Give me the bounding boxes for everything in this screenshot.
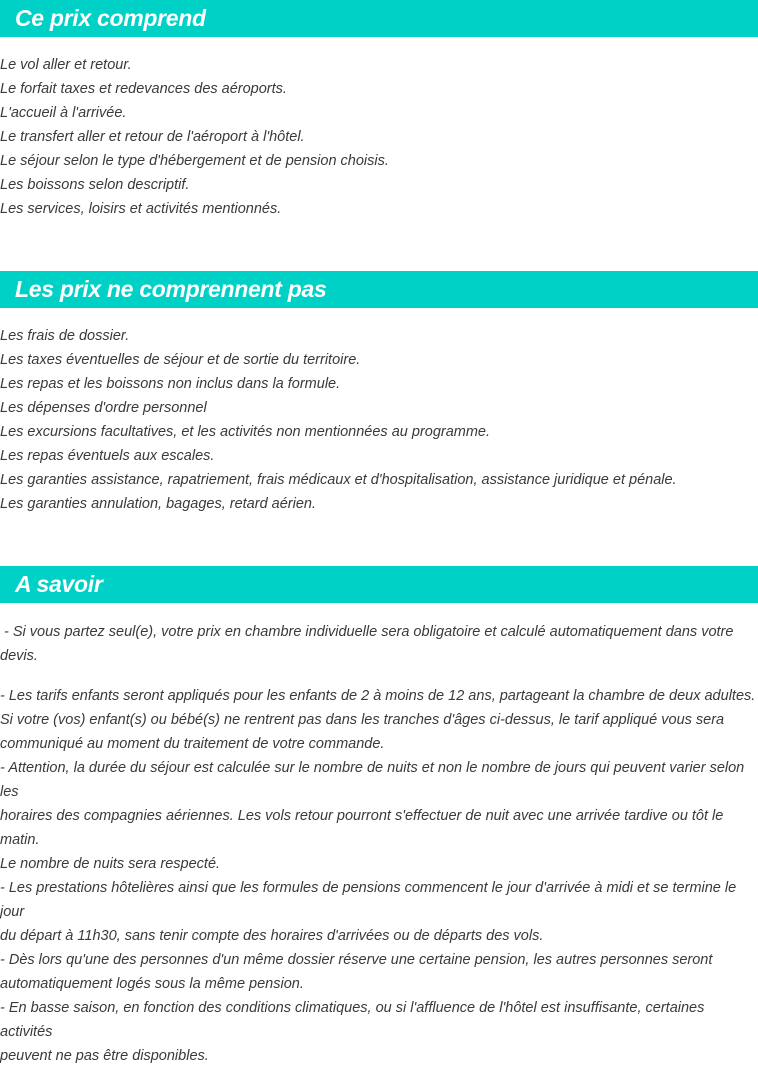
list-item: Les excursions facultatives, et les activités non mentionnées au programme. xyxy=(0,424,491,440)
info-paragraph-conditions xyxy=(0,668,758,1068)
section-header xyxy=(0,566,758,603)
text-line: - Les tarifs enfants seront appliqués pour les enfants de 2 à moins de 12 ans, partageant la chambre de deux adultes. xyxy=(0,688,756,704)
section-ce-prix-comprend xyxy=(0,0,758,221)
section-title: Ce prix comprend xyxy=(15,5,206,31)
text-line: - En basse saison, en fonction des conditions climatiques, ou si l'affluence de l'hôtel est insuffisante, certaines activités xyxy=(0,1000,705,1040)
text-line: automatiquement logés sous la même pension. xyxy=(0,976,304,992)
text-line: peuvent ne pas être disponibles. xyxy=(0,1048,209,1064)
list-item: Les repas éventuels aux escales. xyxy=(0,448,215,464)
text-line: Le nombre de nuits sera respecté. xyxy=(0,856,221,872)
list-item: Les frais de dossier. xyxy=(0,328,130,344)
text-line: - Dès lors qu'une des personnes d'un même dossier réserve une certaine pension, les autres personnes seront xyxy=(0,952,713,968)
list-item: Les dépenses d'ordre personnel xyxy=(0,400,207,416)
section-title: Les prix ne comprennent pas xyxy=(15,276,327,302)
text-line: Si votre (vos) enfant(s) ou bébé(s) ne rentrent pas dans les tranches d'âges ci-dessus, le tarif appliqué vous sera xyxy=(0,712,725,728)
list-item: Le forfait taxes et redevances des aéroports. xyxy=(0,81,287,97)
excluded-list xyxy=(0,308,758,516)
section-a-savoir xyxy=(0,566,758,1068)
text-line: communiqué au moment du traitement de votre commande. xyxy=(0,736,385,752)
included-list xyxy=(0,37,758,221)
section-header xyxy=(0,271,758,308)
list-item: Les services, loisirs et activités mentionnés. xyxy=(0,201,282,217)
list-item: Les garanties annulation, bagages, retard aérien. xyxy=(0,496,316,512)
list-item: Les taxes éventuelles de séjour et de sortie du territoire. xyxy=(0,352,361,368)
text-line: - Les prestations hôtelières ainsi que les formules de pensions commencent le jour d'arrivée à midi et se termine le jour xyxy=(0,880,737,920)
section-header xyxy=(0,0,758,37)
text-line: devis. xyxy=(0,648,38,664)
list-item: L'accueil à l'arrivée. xyxy=(0,105,127,121)
section-title: A savoir xyxy=(15,571,103,597)
text-line: - Attention, la durée du séjour est calculée sur le nombre de nuits et non le nombre de jours qui peuvent varier selon les xyxy=(0,760,745,800)
info-paragraph-single xyxy=(0,603,758,668)
text-line: du départ à 11h30, sans tenir compte des horaires d'arrivées ou de départs des vols. xyxy=(0,928,544,944)
list-item: Le vol aller et retour. xyxy=(0,57,132,73)
list-item: Les repas et les boissons non inclus dans la formule. xyxy=(0,376,341,392)
list-item: Les garanties assistance, rapatriement, frais médicaux et d'hospitalisation, assistance juridique et pénale. xyxy=(0,472,677,488)
section-non-compris xyxy=(0,271,758,516)
list-item: Les boissons selon descriptif. xyxy=(0,177,190,193)
list-item: Le transfert aller et retour de l'aéroport à l'hôtel. xyxy=(0,129,305,145)
text-line: - Si vous partez seul(e), votre prix en chambre individuelle sera obligatoire et calculé automatiquement dans votre xyxy=(0,624,734,640)
list-item: Le séjour selon le type d'hébergement et de pension choisis. xyxy=(0,153,389,169)
text-line: horaires des compagnies aériennes. Les vols retour pourront s'effectuer de nuit avec une arrivée tardive ou tôt le matin. xyxy=(0,808,724,848)
